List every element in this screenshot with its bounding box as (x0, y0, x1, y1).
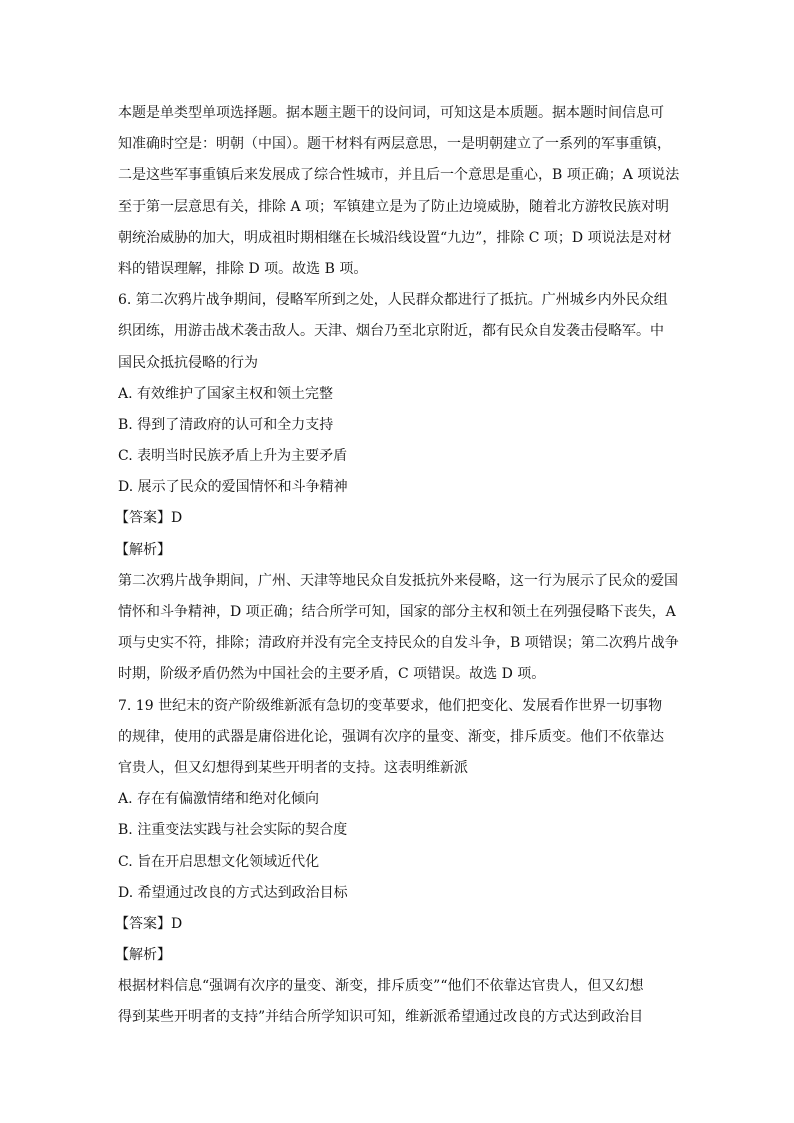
question-7-analysis-heading: 【解析】 (115, 947, 171, 964)
question-7-option-c: C. 旨在开启思想文化领域近代化 (118, 853, 320, 870)
question-6-stem: 织团练，用游击战术袭击敌人。天津、烟台乃至北京附近，都有民众自发袭击侵略军。中 (118, 323, 664, 340)
question-6-stem: 6. 第二次鸦片战争期间，侵略军所到之处，人民群众都进行了抵抗。广州城乡内外民众组 (118, 292, 668, 309)
text-line: 二是这些军事重镇后来发展成了综合性城市，并且后一个意思是重心，B 项正确；A 项说法 (118, 167, 680, 184)
question-6-option-b: B. 得到了清政府的认可和全力支持 (118, 416, 334, 433)
document-page (115, 98, 684, 1034)
text-line: 至于第一层意思有关，排除 A 项；军镇建立是为了防止边境威胁，随着北方游牧民族对明 (118, 198, 670, 215)
question-7-option-a: A. 存在有偏激情绪和绝对化倾向 (118, 791, 320, 808)
question-6-option-d: D. 展示了民众的爱国情怀和斗争精神 (118, 479, 348, 496)
question-7-analysis: 根据材料信息“强调有次序的量变、渐变，排斥质变”“他们不依靠达官贵人，但又幻想 (118, 978, 644, 995)
question-7-answer: 【答案】D (115, 915, 183, 932)
question-6-option-a: A. 有效维护了国家主权和领土完整 (118, 385, 334, 402)
question-6-analysis: 时期，阶级矛盾仍然为中国社会的主要矛盾，C 项错误。故选 D 项。 (118, 666, 546, 683)
question-6-analysis-heading: 【解析】 (115, 541, 171, 558)
question-6-analysis: 情怀和斗争精神，D 项正确；结合所学可知，国家的部分主权和领土在列强侵略下丧失，A (118, 604, 676, 620)
question-6-analysis: 项与史实不符，排除；清政府并没有完全支持民众的自发斗争，B 项错误；第二次鸦片战争 (118, 635, 679, 652)
question-7-stem: 官贵人，但又幻想得到某些开明者的支持。这表明维新派 (118, 759, 468, 776)
question-6-stem: 国民众抵抗侵略的行为 (118, 354, 258, 371)
text-line: 料的错误理解，排除 D 项。故选 B 项。 (118, 260, 368, 277)
text-line: 本题是单类型单项选择题。据本题主题干的设问词，可知这是本质题。据本题时间信息可 (118, 105, 664, 121)
question-7-stem: 的规律，使用的武器是庸俗进化论，强调有次序的量变、渐变，排斥质变。他们不依靠达 (118, 728, 664, 745)
question-6-answer: 【答案】D (115, 510, 183, 527)
text-line: 朝统治威胁的加大，明成祖时期相继在长城沿线设置“九边”，排除 C 项；D 项说法是对材 (118, 229, 672, 246)
text-line: 知准确时空是：明朝（中国）。题干材料有两层意思，一是明朝建立了一系列的军事重镇， (118, 136, 671, 153)
question-7-option-d: D. 希望通过改良的方式达到政治目标 (118, 884, 348, 901)
question-6-option-c: C. 表明当时民族矛盾上升为主要矛盾 (118, 448, 348, 465)
question-7-stem: 7. 19 世纪末的资产阶级维新派有急切的变革要求，他们把变化、发展看作世界一切事物 (118, 697, 663, 714)
question-7-analysis: 得到某些开明者的支持”并结合所学知识可知，维新派希望通过改良的方式达到政治目 (118, 1009, 644, 1026)
question-7-option-b: B. 注重变法实践与社会实际的契合度 (118, 822, 348, 839)
question-6-analysis: 第二次鸦片战争期间，广州、天津等地民众自发抵抗外来侵略，这一行为展示了民众的爱国 (118, 572, 678, 589)
